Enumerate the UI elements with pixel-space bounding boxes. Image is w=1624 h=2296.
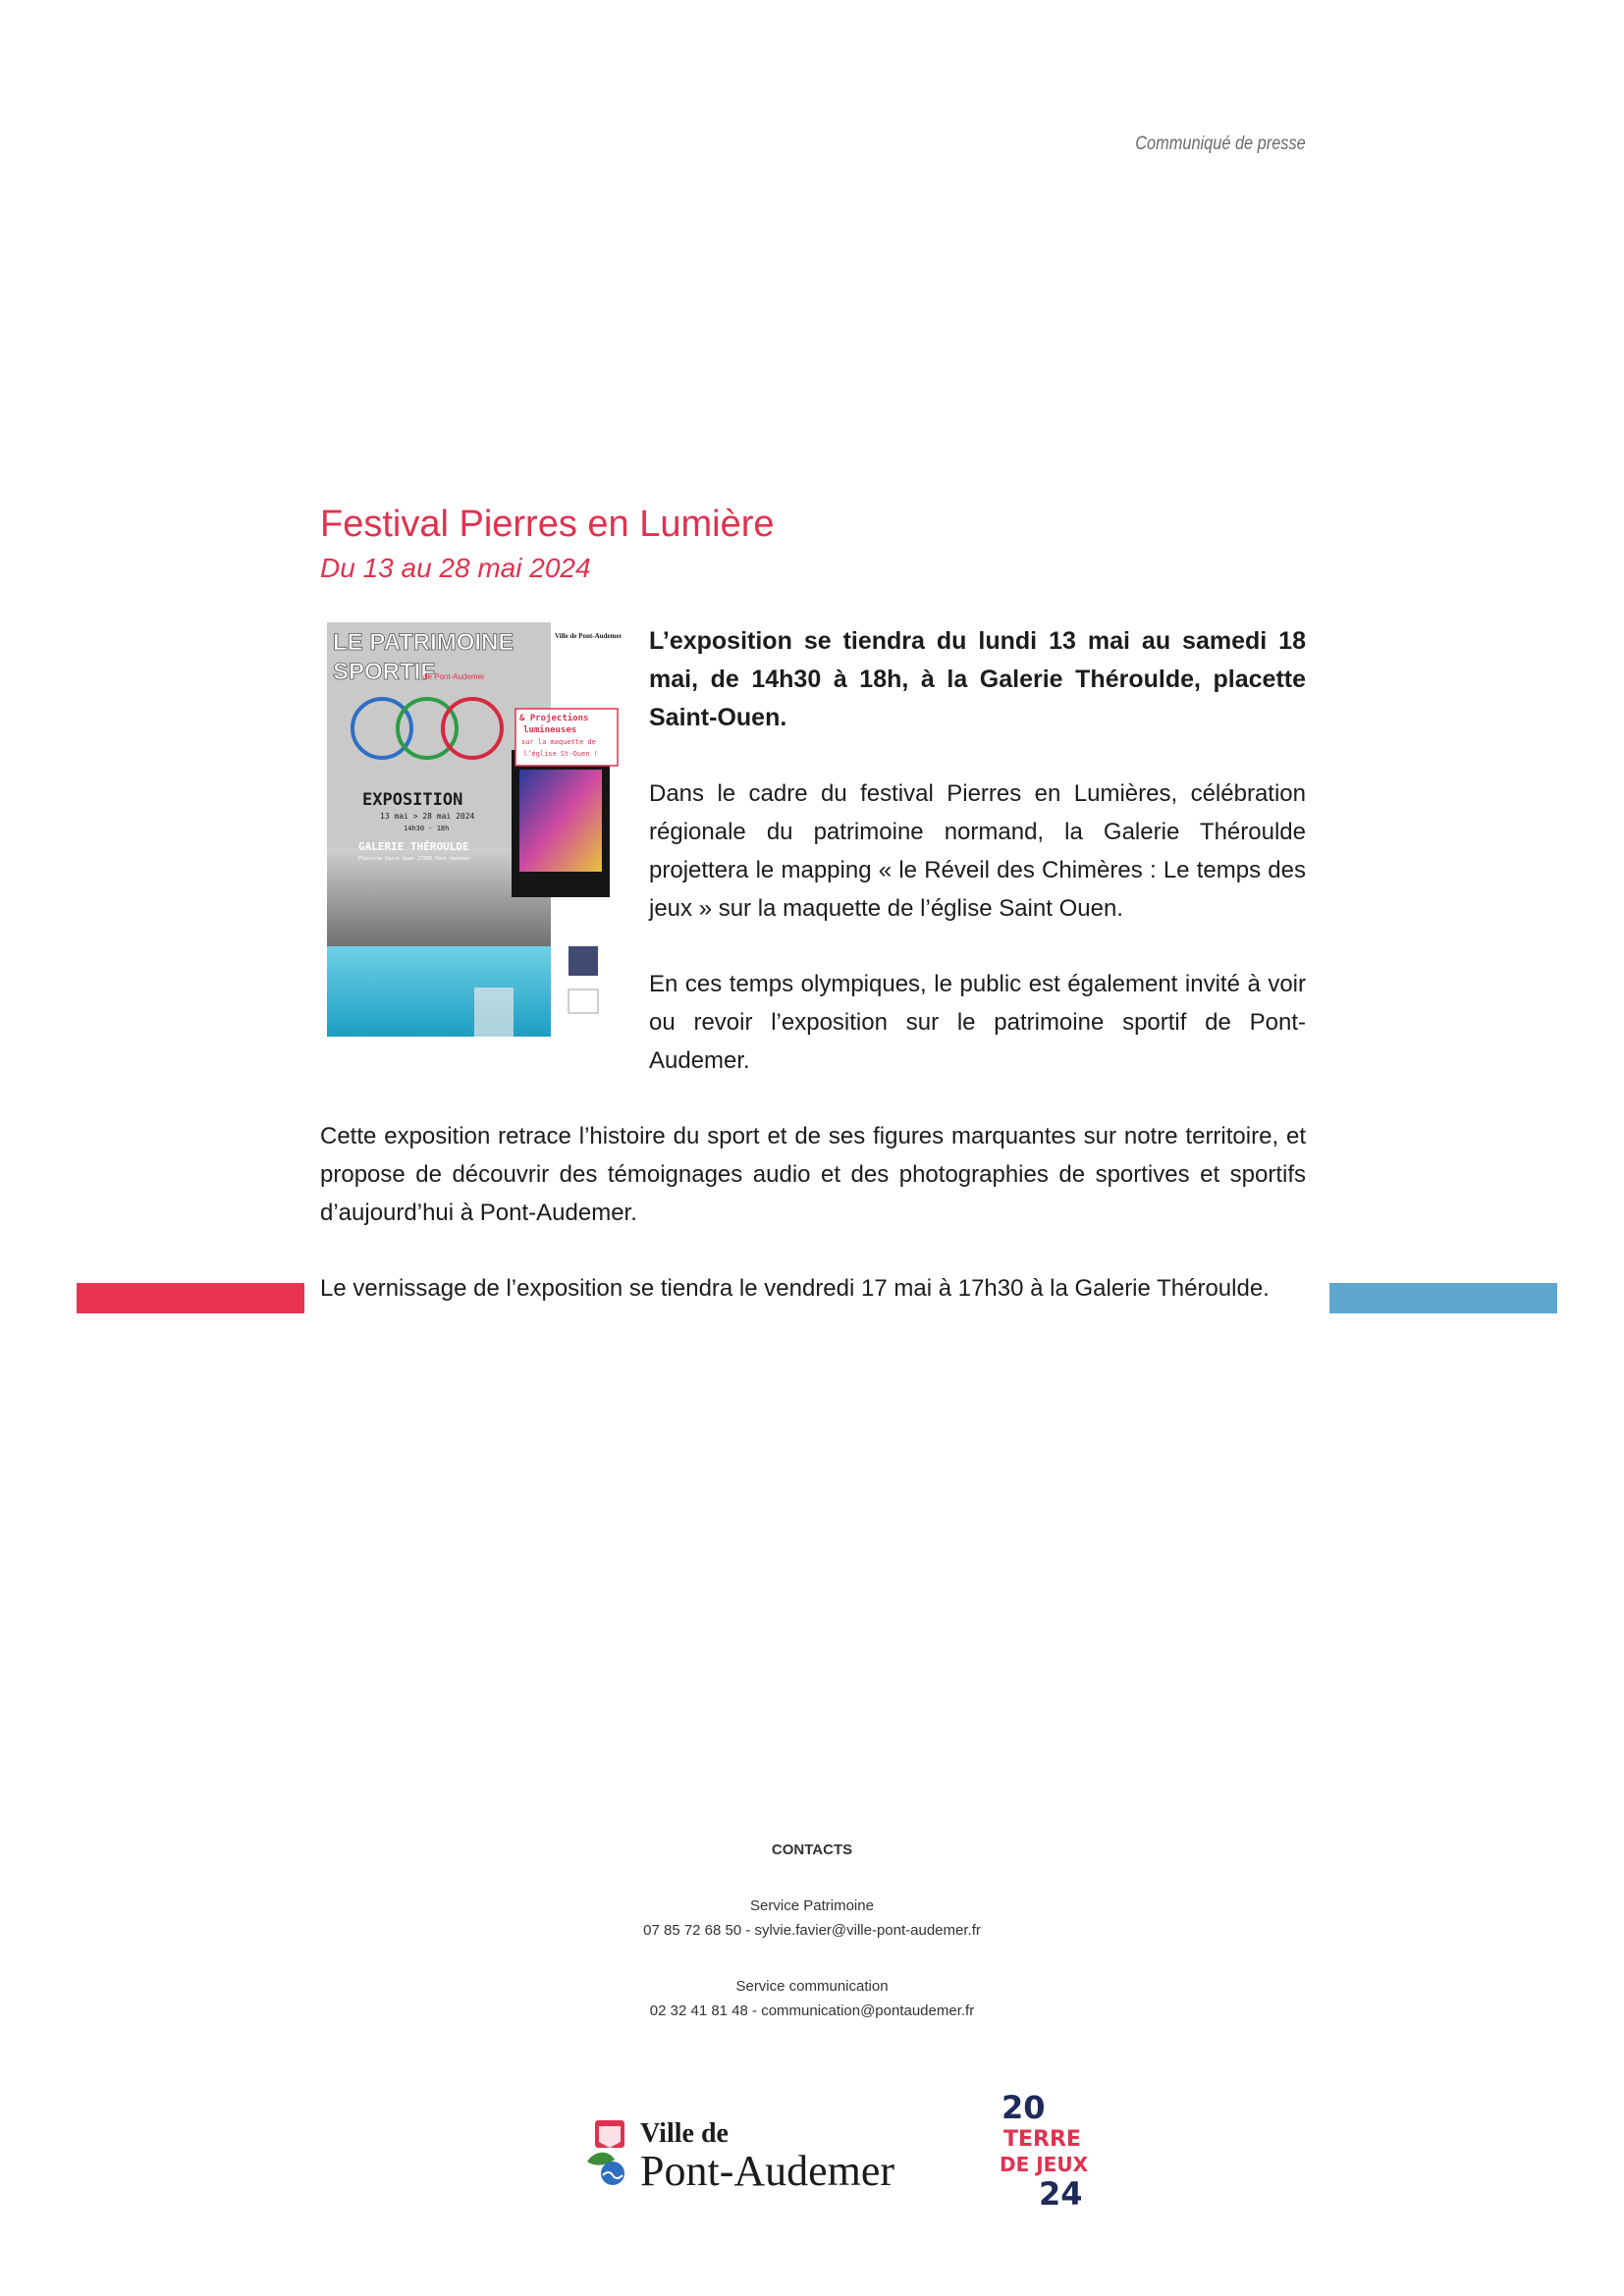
- contact-details[interactable]: 02 32 41 81 48 - communication@pontaudemer.fr: [649, 2002, 975, 2019]
- article-title: Festival Pierres en Lumière: [320, 504, 775, 545]
- poster-expo-dates: 13 mai > 28 mai 2024: [380, 812, 475, 821]
- ville-pont-audemer-logo: [583, 2112, 927, 2195]
- contact-group: [0, 1894, 1624, 1943]
- poster-expo-hours: 14h30 - 18h: [404, 825, 450, 832]
- article-subtitle: Du 13 au 28 mai 2024: [320, 553, 591, 583]
- contacts-section: [0, 1838, 1624, 2055]
- poster-expo-label: EXPOSITION: [362, 790, 463, 810]
- tdj-logo-line4: 24: [1039, 2175, 1083, 2213]
- ville-logo-line2: Pont-Audemer: [640, 2147, 895, 2195]
- contact-service: Service communication: [735, 1978, 889, 1995]
- contact-group: [0, 1974, 1624, 2023]
- body-paragraph-3: Cette exposition retrace l’histoire du sport et de ses figures marquantes sur notre territoire, et propose de découvrir des témoignages audio et des photographies de sportives et sportifs d’aujourd’hui à Pont-Audemer.: [320, 1123, 1306, 1226]
- poster-projection-line3: sur la maquette de: [521, 738, 596, 746]
- poster-title-line2: SPORTIF: [333, 659, 436, 685]
- poster-venue-address: Placette Saint-Ouen 27500 Pont-Audemer: [358, 856, 471, 862]
- tdj-logo-line2: TERRE: [1003, 2127, 1081, 2152]
- poster-title-line1: LE PATRIMOINE: [333, 629, 514, 656]
- poster-projection-line4: l’église St-Ouen !: [523, 750, 598, 758]
- poster-graphic: [327, 622, 622, 1037]
- tdj-logo-line3: DE JEUX: [1000, 2153, 1088, 2176]
- body-paragraph-2: En ces temps olympiques, le public est également invité à voir ou revoir l’exposition sur le patrimoine sportif de Pont-Audemer.: [649, 971, 1306, 1074]
- decorative-bar-blue: [1329, 1283, 1557, 1313]
- contact-service: Service Patrimoine: [750, 1897, 874, 1914]
- contact-details[interactable]: 07 85 72 68 50 - sylvie.favier@ville-pont-audemer.fr: [643, 1922, 981, 1939]
- tdj-logo-line1: 20: [1001, 2089, 1046, 2126]
- body-paragraph-4: Le vernissage de l’exposition se tiendra le vendredi 17 mai à 17h30 à la Galerie Théroulde.: [320, 1275, 1270, 1302]
- poster-brand: Ville de Pont-Audemer: [555, 632, 622, 640]
- poster-projection-line1: & Projections: [519, 714, 589, 723]
- poster-venue: GALERIE THÉROULDE: [358, 840, 469, 853]
- document-type-label: Communiqué de presse: [1135, 133, 1306, 154]
- ville-logo-line1: Ville de: [640, 2118, 729, 2149]
- decorative-bar-red: [77, 1283, 304, 1313]
- article-body: [320, 622, 1306, 1345]
- body-paragraph-1: Dans le cadre du festival Pierres en Lumières, célébration régionale du patrimoine normand, la Galerie Théroulde projettera le mapping « le Réveil des Chimères : Le temps des jeux » sur la maquette de l’église Saint Ouen.: [649, 780, 1306, 922]
- lead-paragraph: L’exposition se tiendra du lundi 13 mai au samedi 18 mai, de 14h30 à 18h, à la Galerie Théroulde, placette Saint-Ouen.: [649, 627, 1306, 731]
- contacts-heading: CONTACTS: [771, 1842, 853, 1858]
- poster-projection-line2: lumineuses: [523, 725, 577, 735]
- poster-title-suffix: de Pont-Audemer: [423, 672, 485, 681]
- exhibition-poster: [327, 622, 622, 1037]
- terre-de-jeux-logo: [1000, 2089, 1106, 2215]
